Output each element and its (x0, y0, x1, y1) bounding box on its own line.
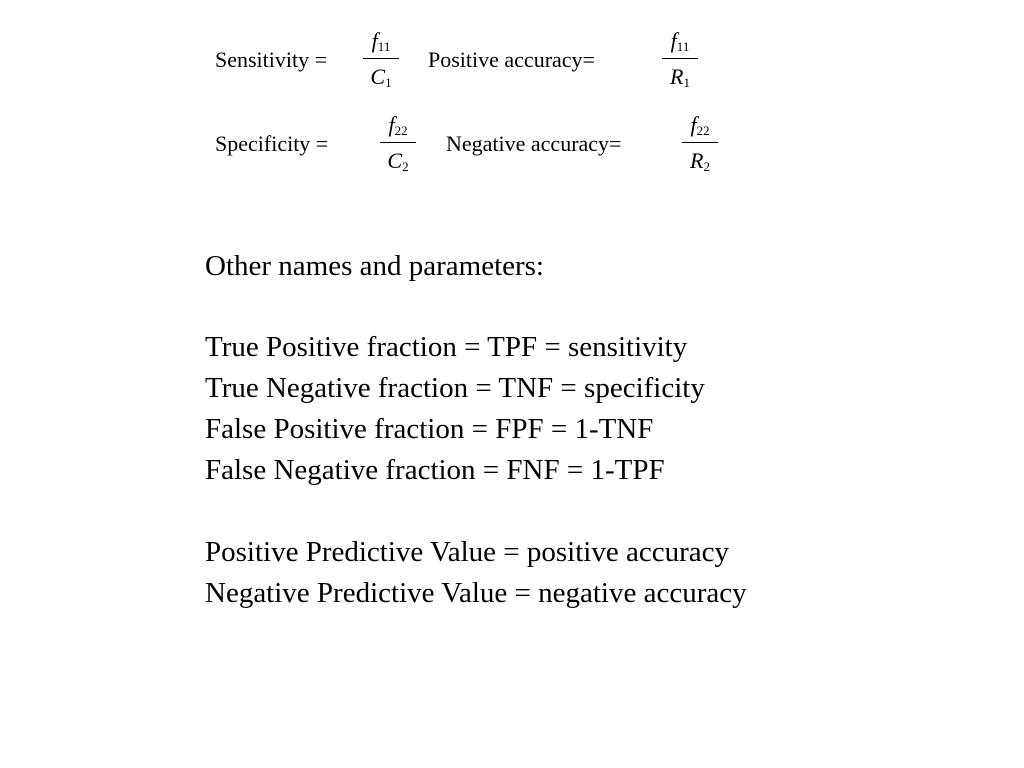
specificity-numerator-sub: 22 (394, 123, 408, 138)
fnf-line: False Negative fraction = FNF = 1-TPF (205, 454, 665, 486)
npv-line: Negative Predictive Value = negative accuracy (205, 577, 747, 609)
sensitivity-denominator-sub: 1 (385, 75, 392, 90)
specificity-denominator (380, 150, 416, 173)
positive-accuracy-numerator-var: f (670, 28, 677, 53)
specificity-numerator (380, 114, 416, 137)
sensitivity-fraction (363, 26, 399, 90)
specificity-fraction (380, 110, 416, 174)
negative-accuracy-label: Negative accuracy= (446, 131, 622, 156)
positive-accuracy-denominator-var: R (670, 64, 684, 89)
specificity-numerator-var: f (388, 112, 395, 137)
specificity-label: Specificity = (215, 131, 329, 156)
specificity-denominator-var: C (387, 148, 403, 173)
ppv-line: Positive Predictive Value = positive accuracy (205, 536, 729, 568)
negative-accuracy-denominator (682, 150, 718, 173)
negative-accuracy-denominator-var: R (690, 148, 704, 173)
specificity-denominator-sub: 2 (402, 159, 409, 174)
positive-accuracy-numerator-sub: 11 (676, 39, 690, 54)
tnf-line: True Negative fraction = TNF = specificity (205, 372, 705, 404)
positive-accuracy-fraction (662, 26, 698, 90)
positive-accuracy-label: Positive accuracy= (428, 47, 595, 72)
sensitivity-numerator-sub: 11 (377, 39, 391, 54)
positive-accuracy-denominator-sub: 1 (683, 75, 690, 90)
fpf-line: False Positive fraction = FPF = 1-TNF (205, 413, 654, 445)
positive-accuracy-numerator (662, 30, 698, 53)
sensitivity-fraction-bar (363, 58, 399, 59)
negative-accuracy-fraction-bar (682, 142, 718, 143)
negative-accuracy-denominator-sub: 2 (703, 159, 710, 174)
section-heading: Other names and parameters: (205, 250, 544, 282)
negative-accuracy-numerator (682, 114, 718, 137)
sensitivity-label: Sensitivity = (215, 47, 328, 72)
negative-accuracy-numerator-var: f (690, 112, 697, 137)
positive-accuracy-denominator (662, 66, 698, 89)
sensitivity-denominator (363, 66, 399, 89)
negative-accuracy-numerator-sub: 22 (696, 123, 710, 138)
tpf-line: True Positive fraction = TPF = sensitivity (205, 331, 688, 363)
sensitivity-numerator-var: f (371, 28, 378, 53)
positive-accuracy-fraction-bar (662, 58, 698, 59)
sensitivity-numerator (363, 30, 399, 53)
specificity-fraction-bar (380, 142, 416, 143)
negative-accuracy-fraction (682, 110, 718, 174)
sensitivity-denominator-var: C (370, 64, 386, 89)
